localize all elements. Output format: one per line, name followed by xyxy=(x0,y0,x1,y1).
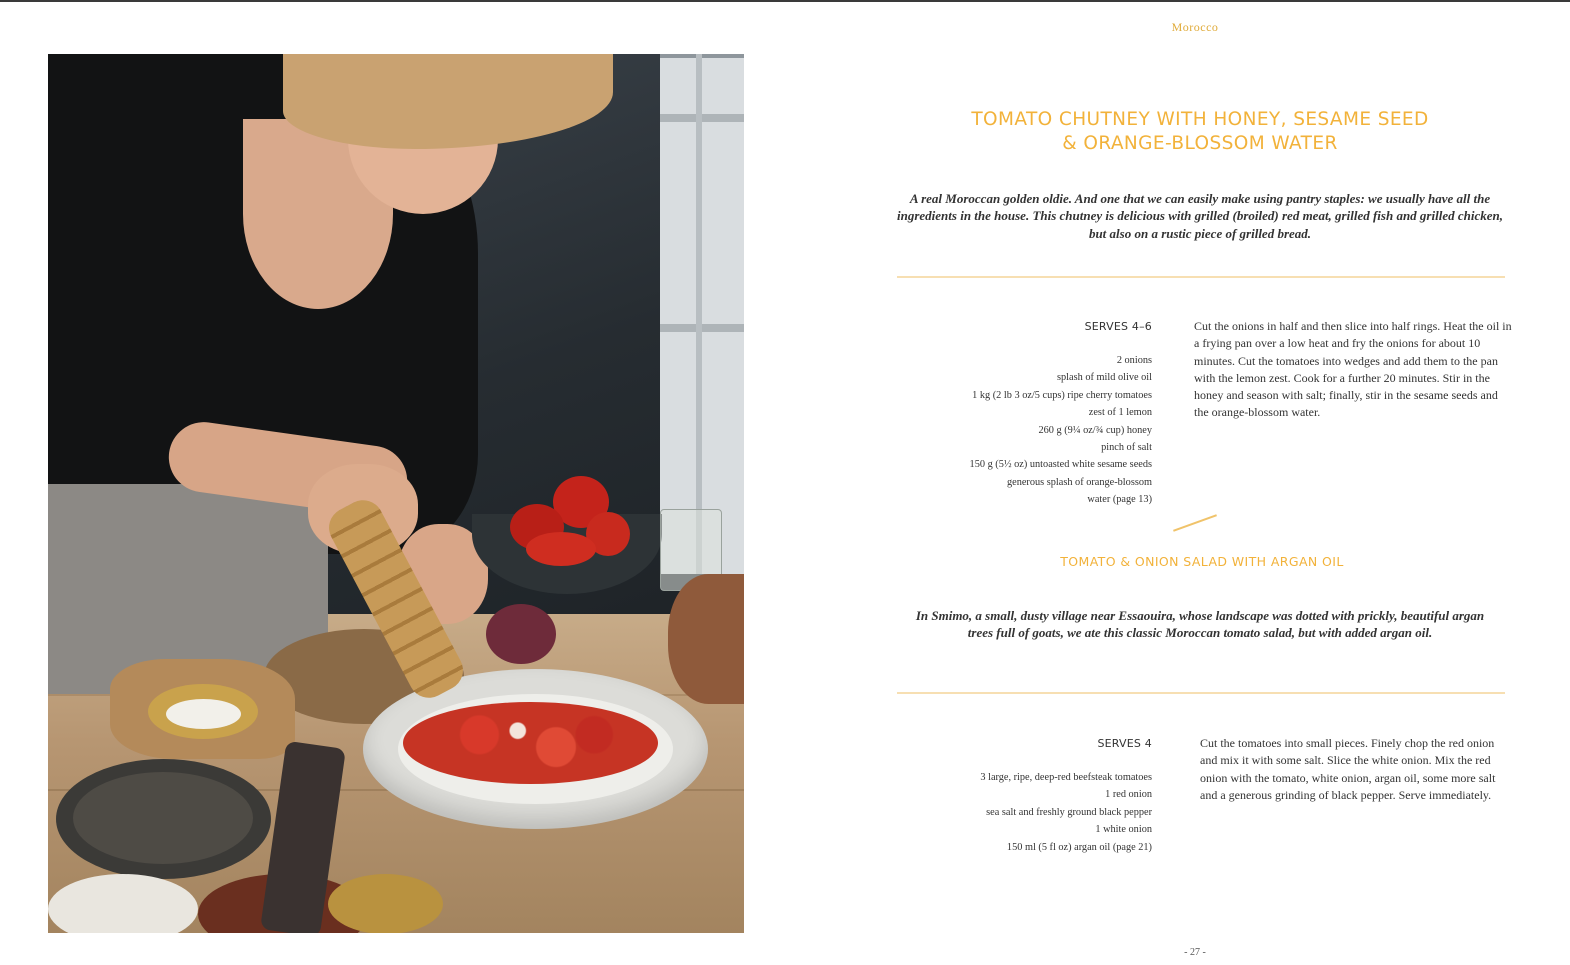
photo-pan-inner xyxy=(73,772,253,864)
divider-rule xyxy=(897,692,1505,694)
recipe-title xyxy=(900,108,1500,156)
ingredient-item: 2 onions xyxy=(1116,355,1152,366)
ingredient-item: splash of mild olive oil xyxy=(1057,372,1152,384)
recipe-intro: A real Moroccan golden oldie. And one that we can easily make using pantry staples: we usually have all the ingredients in the house. This chutney is delicious with grilled (broiled) red meat, grilled fish and grilled chicken, but also on a rustic piece of grilled bread. xyxy=(897,191,1503,241)
ingredient-item: 1 red onion xyxy=(1105,789,1152,801)
ingredient-item: 1 white onion xyxy=(1095,824,1152,836)
running-head: Morocco xyxy=(1171,20,1219,34)
cooking-photo xyxy=(48,54,744,933)
recipe-title-line: & ORANGE-BLOSSOM WATER xyxy=(1062,133,1338,154)
ingredient-item: 260 g (9¼ oz/¾ cup) honey xyxy=(1038,424,1152,436)
serves-label: SERVES 4 xyxy=(1097,737,1152,750)
photo-red-onion xyxy=(486,604,556,664)
photo-window-frame xyxy=(660,54,744,58)
ingredient-item: water (page 13) xyxy=(1087,494,1152,506)
top-edge-line xyxy=(0,0,1570,2)
photo-salt xyxy=(166,699,241,729)
ingredient-list xyxy=(900,352,1152,509)
ingredient-item: 1 kg (2 lb 3 oz/5 cups) ripe cherry tomatoes xyxy=(972,389,1152,401)
ingredient-item: pinch of salt xyxy=(1101,442,1152,454)
page-number: - 27 - xyxy=(1184,947,1206,958)
recipe-title-line: TOMATO CHUTNEY WITH HONEY, SESAME SEED xyxy=(971,109,1429,130)
ingredient-item: 150 ml (5 fl oz) argan oil (page 21) xyxy=(1006,841,1152,853)
photo-window-frame xyxy=(660,114,744,122)
ingredient-item: generous splash of orange-blossom xyxy=(1007,476,1152,488)
decorative-flourish xyxy=(1173,514,1217,532)
ingredient-list xyxy=(900,769,1152,856)
photo-brass-dish xyxy=(328,874,443,933)
divider-rule xyxy=(897,276,1505,278)
ingredient-item: 150 g (5½ oz) untoasted white sesame seeds xyxy=(969,459,1152,471)
ingredient-item: zest of 1 lemon xyxy=(1088,407,1152,419)
photo-tomato xyxy=(526,532,596,566)
photo-chopped-tomatoes xyxy=(403,702,658,784)
photo-window-frame xyxy=(660,324,744,332)
photo-clay-bowl xyxy=(668,574,744,704)
photo-window xyxy=(660,54,744,574)
recipe-title: TOMATO & ONION SALAD WITH ARGAN OIL xyxy=(1060,554,1344,569)
ingredient-item: sea salt and freshly ground black pepper xyxy=(986,806,1152,818)
method-text: Cut the tomatoes into small pieces. Finely chop the red onion and mix it with some salt. Slice the white onion. Mix the red onion with the tomato, white onion, argan oil, some more salt and a generous grinding of black pepper. Serve immediately. xyxy=(1200,736,1496,802)
recipe-intro: In Smimo, a small, dusty village near Essaouira, whose landscape was dotted with prickly, beautiful argan trees full of goats, we ate this classic Moroccan tomato salad, but with added argan oil. xyxy=(915,608,1485,641)
serves-label: SERVES 4–6 xyxy=(1084,320,1152,333)
ingredient-item: 3 large, ripe, deep-red beefsteak tomatoes xyxy=(980,772,1152,783)
method-text: Cut the onions in half and then slice into half rings. Heat the oil in a frying pan over a low heat and fry the onions for about 10 minutes. Cut the tomatoes into wedges and add them to the pan with the lemon zest. Cook for a further 20 minutes. Stir in the honey and season with salt; finally, stir in the sesame seeds and the orange-blossom water. xyxy=(1194,319,1512,420)
photo-window-frame xyxy=(696,54,702,574)
